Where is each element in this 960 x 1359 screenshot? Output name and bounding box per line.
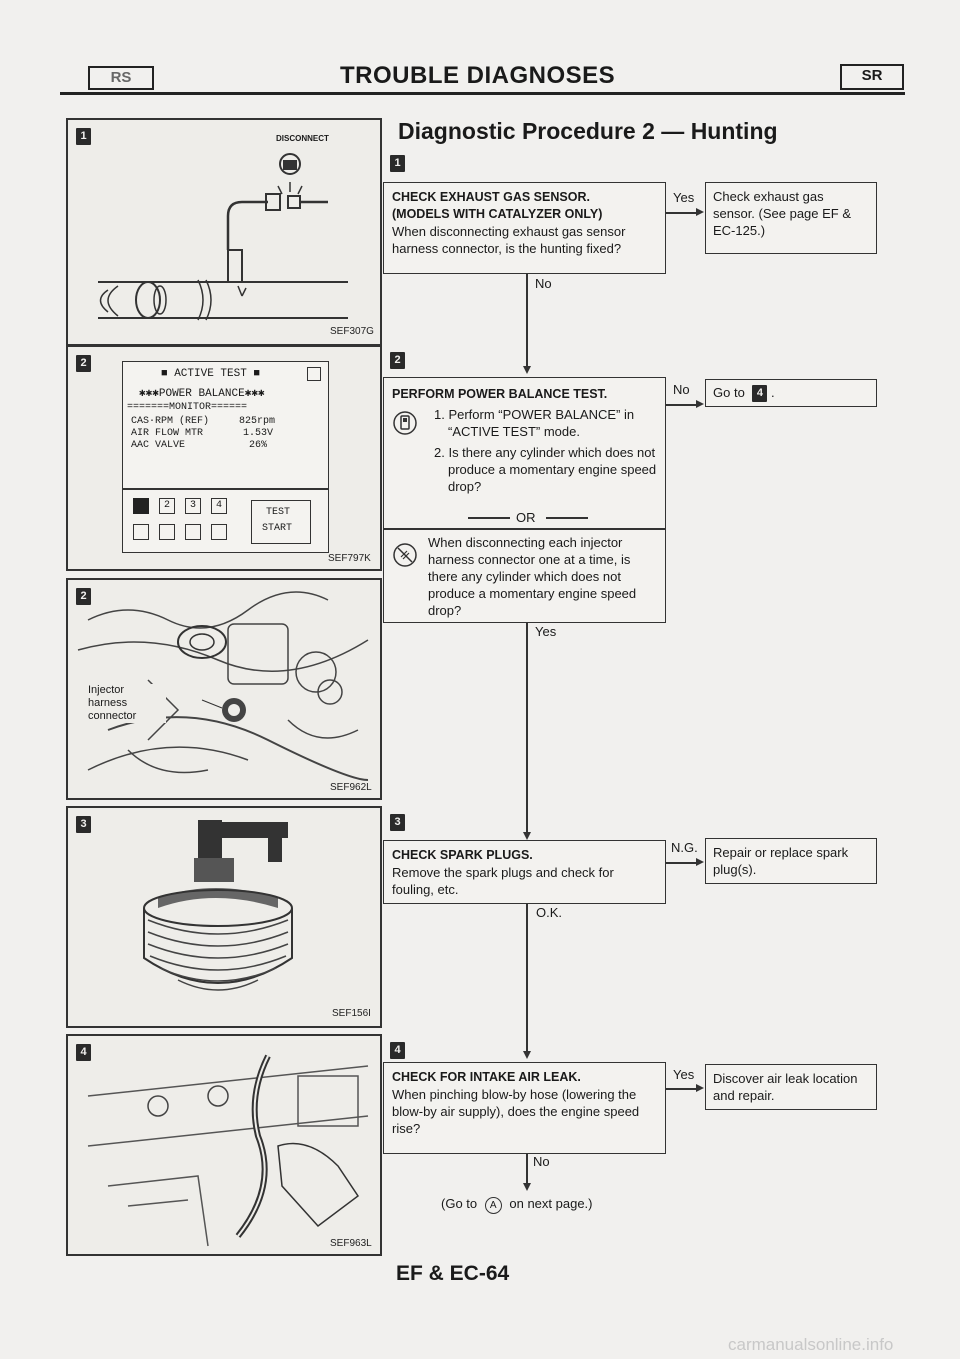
figure-1-number: 1 xyxy=(76,128,91,145)
step-2-result-text: Go to xyxy=(713,385,745,400)
cylinder-key-3: 3 xyxy=(185,498,201,514)
screen-title-marker-right: ■ xyxy=(246,368,261,380)
step-2-side-line xyxy=(666,404,696,406)
step-4-text: When pinching blow-by hose (lowering the blow-by air supply), does the engine speed rise? xyxy=(392,1087,640,1136)
step-3-box xyxy=(383,840,666,904)
step-3-side-line xyxy=(666,862,696,864)
step-1-side-line xyxy=(666,212,696,214)
step-2-result-ref: 4 xyxy=(752,385,767,402)
go-to-next-page xyxy=(441,1196,593,1214)
step-1-text: When disconnecting exhaust gas sensor harness connector, is the hunting fixed? xyxy=(392,224,626,256)
step-1-result-box: Check exhaust gas sensor. (See page EF & EC-125.) xyxy=(705,182,877,254)
monitor-row xyxy=(131,416,281,428)
step-2-side-arrow xyxy=(696,400,704,408)
monitor-row xyxy=(131,428,281,440)
step-4-box xyxy=(383,1062,666,1154)
step-2-down-line xyxy=(526,623,528,833)
circled-ref-A: A xyxy=(485,1197,502,1214)
monitor-row-name: AIR FLOW MTR xyxy=(131,428,204,439)
step-4-title: CHECK FOR INTAKE AIR LEAK. xyxy=(392,1070,581,1084)
screen-mode-row xyxy=(139,388,265,400)
monitor-rule-right: ====== xyxy=(211,402,248,413)
start-key-label: START xyxy=(262,523,293,534)
or-divider-right xyxy=(546,517,588,519)
step-2-box xyxy=(383,377,666,623)
go-to-prefix: (Go to xyxy=(441,1196,478,1211)
step-3-side-label: N.G. xyxy=(671,840,698,855)
step-3-number: 3 xyxy=(390,814,405,831)
monitor-row-value: 825rpm xyxy=(239,416,276,427)
monitor-row-value: 26% xyxy=(249,440,268,451)
figure-injector-number: 2 xyxy=(76,588,91,605)
figure-1-panel xyxy=(66,118,382,346)
step-3-title: CHECK SPARK PLUGS. xyxy=(392,848,533,862)
screen-title: ACTIVE TEST xyxy=(174,368,247,380)
step-3-side-arrow xyxy=(696,858,704,866)
step-1-down-line xyxy=(526,274,528,366)
step-1-number: 1 xyxy=(390,155,405,172)
step-2-item-2: 2. Is there any cylinder which does not produce a momentary engine speed drop? xyxy=(434,445,657,494)
section-tag-left: RS xyxy=(88,66,154,90)
step-3-down-arrow xyxy=(523,1051,531,1059)
step-4-result-box: Discover air leak location and repair. xyxy=(705,1064,877,1110)
figure-injector-panel xyxy=(66,578,382,800)
test-key-label: TEST xyxy=(266,507,291,518)
figure-4-number: 4 xyxy=(76,1044,91,1061)
page-number: EF & EC-64 xyxy=(396,1262,510,1285)
step-4-down-label: No xyxy=(533,1154,550,1169)
consult-screen xyxy=(122,361,329,553)
step-2-item-1: 1. Perform “POWER BALANCE” in “ACTIVE TEST” mode. xyxy=(434,407,635,439)
figure-injector-code: SEF962L xyxy=(330,782,372,793)
step-4-side-label: Yes xyxy=(673,1067,695,1082)
blank-key xyxy=(159,524,175,540)
step-4-side-arrow xyxy=(696,1084,704,1092)
spark-plug-illustration xyxy=(68,808,380,1026)
screen-title-row xyxy=(161,368,260,380)
screen-monitor-row xyxy=(127,402,247,414)
step-2-result-box xyxy=(705,379,877,407)
step-1-box xyxy=(383,182,666,274)
blow-by-hose-illustration xyxy=(68,1036,380,1254)
cylinder-key-4: 4 xyxy=(211,498,227,514)
monitor-row xyxy=(131,440,281,452)
step-2-inner-rule xyxy=(384,528,665,530)
step-2-alt-text: When disconnecting each injector harness connector one at a time, is there any cylinder which does not produce a momentary engine speed drop? xyxy=(428,535,637,618)
disconnect-label: DISCONNECT xyxy=(276,134,329,143)
step-2-or-label: OR xyxy=(516,510,536,525)
step-2-side-label: No xyxy=(673,382,690,397)
blank-key xyxy=(211,524,227,540)
step-2-result-dot: . xyxy=(771,385,775,400)
monitor-row-name: AAC VALVE xyxy=(131,440,186,451)
monitor-row-value: 1.53V xyxy=(243,428,274,439)
injector-harness-label: Injector harness connector xyxy=(88,684,166,723)
or-divider-left xyxy=(468,517,510,519)
cylinder-key-1: 1 xyxy=(133,498,149,514)
step-4-down-arrow xyxy=(523,1183,531,1191)
figure-3-number: 3 xyxy=(76,816,91,833)
figure-1-code: SEF307G xyxy=(330,326,374,337)
figure-4-panel xyxy=(66,1034,382,1256)
blank-key xyxy=(133,524,149,540)
header-rule xyxy=(60,92,905,95)
step-4-number: 4 xyxy=(390,1042,405,1059)
step-1-side-arrow xyxy=(696,208,704,216)
monitor-rule-left: ======= xyxy=(127,402,170,413)
step-1-down-arrow xyxy=(523,366,531,374)
step-3-text: Remove the spark plugs and check for fouling, etc. xyxy=(392,865,614,897)
go-to-suffix: on next page.) xyxy=(509,1196,593,1211)
step-2-number: 2 xyxy=(390,352,405,369)
step-1-down-label: No xyxy=(535,276,552,291)
step-2-down-arrow xyxy=(523,832,531,840)
step-1-subtitle: (MODELS WITH CATALYZER ONLY) xyxy=(392,207,603,221)
screen-corner-box xyxy=(307,367,321,381)
screen-monitor-label: MONITOR xyxy=(169,402,212,413)
test-start-key xyxy=(251,500,311,544)
figure-4-code: SEF963L xyxy=(330,1238,372,1249)
step-2-title: PERFORM POWER BALANCE TEST. xyxy=(392,387,608,401)
no-tools-icon xyxy=(392,542,418,568)
procedure-heading: Diagnostic Procedure 2 — Hunting xyxy=(398,118,778,144)
cylinder-key-2: 2 xyxy=(159,498,175,514)
step-2-down-label: Yes xyxy=(535,624,557,639)
exhaust-sensor-illustration xyxy=(78,150,368,330)
watermark: carmanualsonline.info xyxy=(728,1335,894,1354)
page-header-title: TROUBLE DIAGNOSES xyxy=(340,62,616,89)
mode-stars-left: ✱✱✱ xyxy=(139,388,159,400)
figure-3-panel xyxy=(66,806,382,1028)
figure-2-code: SEF797K xyxy=(328,553,371,564)
blank-key xyxy=(185,524,201,540)
monitor-row-name: CAS·RPM (REF) xyxy=(131,416,210,427)
step-4-side-line xyxy=(666,1088,696,1090)
step-3-result-box: Repair or replace spark plug(s). xyxy=(705,838,877,884)
figure-2-number: 2 xyxy=(76,355,91,372)
step-4-down-line xyxy=(526,1154,528,1184)
figure-3-code: SEF156I xyxy=(332,1008,371,1019)
mode-stars-right: ✱✱✱ xyxy=(244,388,265,400)
consult-tool-icon xyxy=(392,410,418,436)
step-3-down-line xyxy=(526,904,528,1052)
step-1-title: CHECK EXHAUST GAS SENSOR. xyxy=(392,190,590,204)
screen-divider xyxy=(123,488,328,490)
screen-title-marker-left: ■ xyxy=(161,368,175,380)
step-1-side-label: Yes xyxy=(673,190,695,205)
step-3-down-label: O.K. xyxy=(536,905,563,920)
section-tag-right: SR xyxy=(840,64,904,90)
figure-2-panel xyxy=(66,345,382,571)
screen-mode: POWER BALANCE xyxy=(158,388,245,400)
